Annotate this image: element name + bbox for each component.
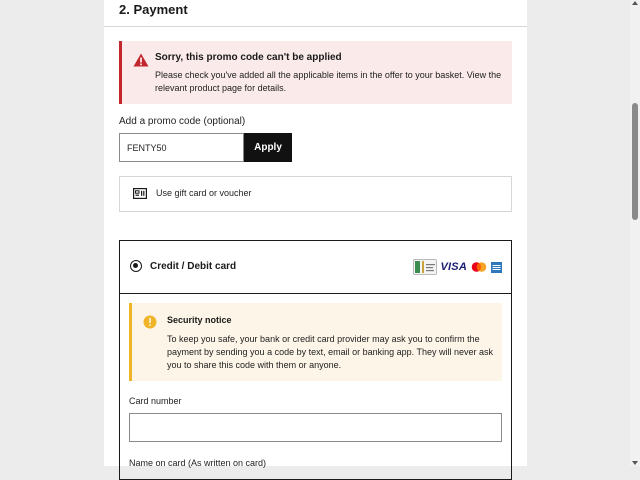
- mastercard-logo: [471, 262, 487, 272]
- apply-button[interactable]: Apply: [244, 133, 292, 162]
- divider: [104, 26, 527, 27]
- gift-card-logo: [413, 259, 437, 275]
- promo-code-input[interactable]: [119, 133, 244, 162]
- gift-card-label: Use gift card or voucher: [156, 188, 252, 198]
- scroll-down-arrow-icon[interactable]: [632, 461, 638, 465]
- warning-triangle-icon: [133, 53, 149, 67]
- payment-method-panel: [119, 240, 512, 480]
- scrollbar[interactable]: [630, 0, 640, 466]
- card-logos: [413, 258, 502, 276]
- card-number-label: Card number: [129, 396, 182, 406]
- error-message: Please check you've added all the applicable items in the offer to your basket. View the relevant product page for details.: [155, 70, 502, 93]
- payment-method-label: Credit / Debit card: [150, 261, 237, 272]
- security-notice: [129, 303, 502, 381]
- security-notice-title: Security notice: [167, 315, 232, 325]
- section-title: 2. Payment: [119, 2, 188, 17]
- scroll-up-arrow-icon[interactable]: [632, 1, 638, 5]
- error-title: Sorry, this promo code can't be applied: [155, 52, 342, 63]
- exclamation-circle-icon: [143, 315, 157, 329]
- visa-logo: VISA: [440, 261, 467, 273]
- security-notice-body: To keep you safe, your bank or credit card provider may ask you to confirm the payment by sending you a code by text, email or banking app. They will never ask you to share this code with them or anyone.: [167, 334, 494, 370]
- gift-card-icon: [133, 188, 147, 199]
- amex-logo: [491, 262, 502, 273]
- payment-method-radio[interactable]: [130, 260, 142, 272]
- name-on-card-label: Name on card (As written on card): [129, 458, 267, 468]
- gift-card-option[interactable]: [119, 176, 512, 212]
- checkout-page: [104, 0, 527, 466]
- scrollbar-thumb[interactable]: [632, 103, 638, 220]
- card-number-field[interactable]: [129, 413, 502, 442]
- promo-error-alert: [119, 41, 512, 104]
- credit-debit-card-option[interactable]: [120, 241, 511, 294]
- promo-code-label: Add a promo code (optional): [119, 116, 246, 127]
